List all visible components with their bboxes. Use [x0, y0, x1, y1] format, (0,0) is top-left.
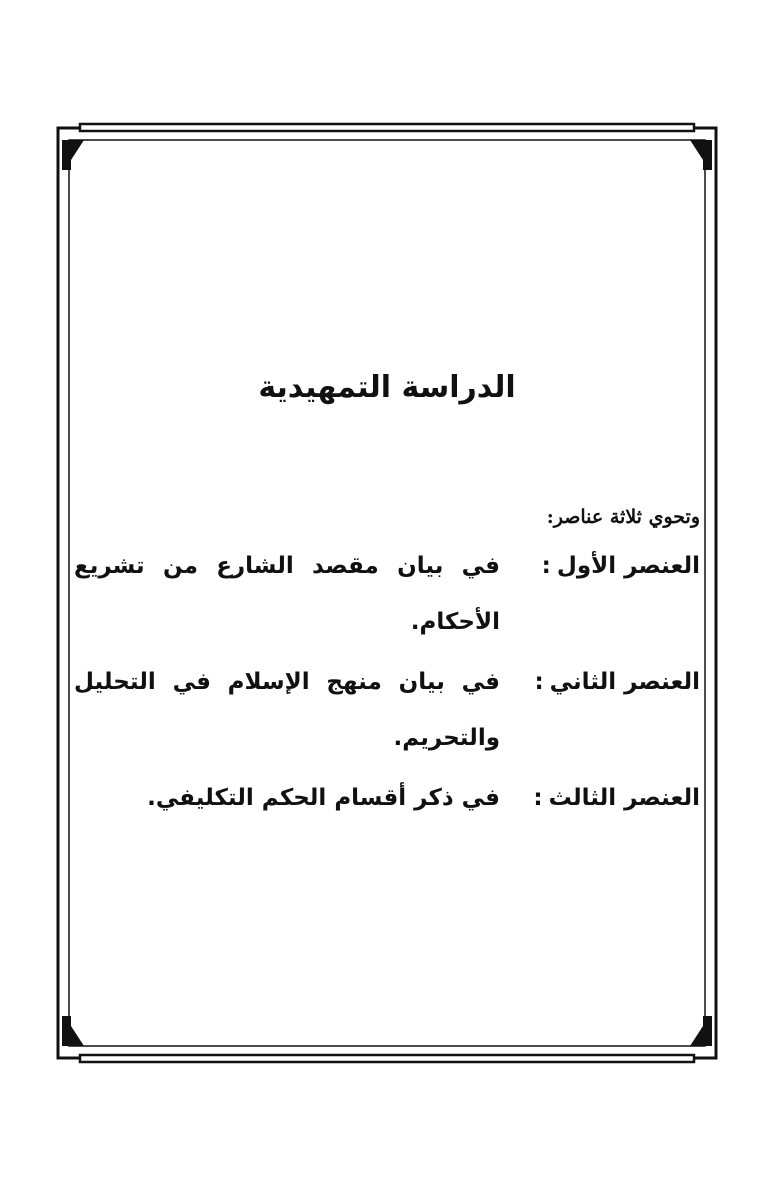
chapter-title: الدراسة التمهيدية: [258, 370, 516, 405]
list-item: [74, 770, 700, 826]
intro-text: وتحوي ثلاثة عناصر:: [546, 506, 700, 528]
list-item: [74, 654, 700, 766]
elements-list: [74, 538, 700, 830]
element-label: العنصر الثاني:: [534, 669, 700, 695]
element-label: العنصر الأول:: [541, 553, 700, 579]
element-text: في بيان منهج الإسلام في التحليل والتحريم.: [74, 669, 500, 751]
element-text: في ذكر أقسام الحكم التكليفي.: [147, 785, 500, 811]
list-item: [74, 538, 700, 650]
element-text: في بيان مقصد الشارع من تشريع الأحكام.: [74, 553, 500, 635]
element-label: العنصر الثالث:: [533, 785, 700, 811]
page-content: [70, 140, 704, 1040]
